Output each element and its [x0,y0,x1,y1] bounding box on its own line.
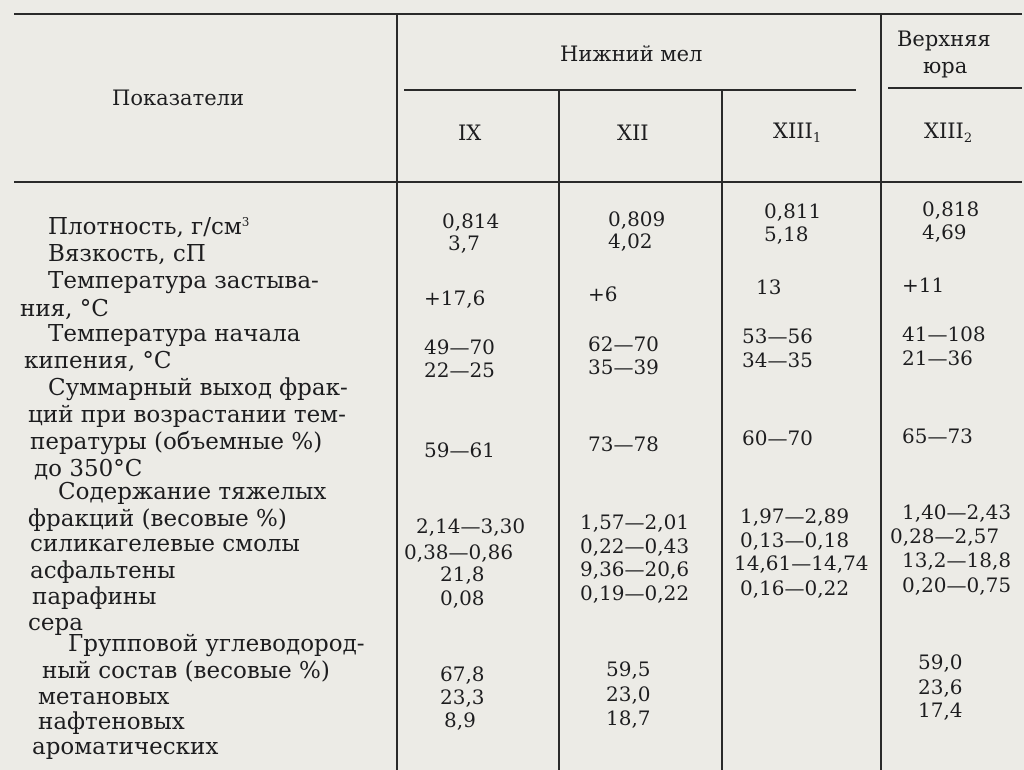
label-density: Плотность, $г/см^3$ [48,214,250,240]
ix-naphthene: 23,3 [440,685,485,709]
label-pour-point-1: Температура застыва- [48,268,319,294]
xiii2-boiling-b: 21—36 [902,346,973,370]
xii-pour-point: +6 [588,282,618,306]
label-methane: метановых [38,684,170,710]
xiii2-sulfur: 0,20—0,75 [902,573,1012,597]
label-silica-gel-resins: силикагелевые смолы [30,531,300,557]
xiii2-asphaltenes: 0,28—2,57 [890,524,1000,548]
ix-density: 0,814 [442,209,500,233]
xiii1-asphaltenes: 0,13—0,18 [740,528,850,552]
ix-pour-point: +17,6 [424,286,486,310]
label-group-composition-1: Групповой углеводород- [68,631,365,657]
ix-aromatic: 8,9 [444,708,476,732]
label-yield-3: пературы (объемные %) [30,429,323,455]
xiii1-silica-gel-resins: 1,97—2,89 [740,504,850,528]
column-header-xiii2: $XIII_2$ [924,119,973,146]
xiii2-yield: 65—73 [902,424,973,448]
xiii2-boiling-a: 41—108 [902,322,986,346]
xiii1-boiling-b: 34—35 [742,348,813,372]
ix-silica-gel-resins: 2,14—3,30 [416,514,526,538]
xiii1-pour-point: 13 [756,275,782,299]
label-paraffins: парафины [32,584,157,610]
indicators-header: Показатели [112,86,244,110]
upper-jurassic-header-line2: юра [923,54,968,78]
column-header-ix: IX [458,121,482,145]
header-bottom-rule [14,181,1022,183]
label-yield-1: Суммарный выход фрак- [48,375,348,401]
xiii2-paraffins: 13,2—18,8 [902,548,1012,572]
upper-jurassic-header-line1: Верхняя [897,27,991,51]
lower-cretaceous-underline [404,89,856,91]
ix-xii-divider [558,90,560,770]
xiii1-paraffins: 14,61—14,74 [734,551,869,575]
label-sulfur: сера [28,610,83,636]
ix-sulfur: 0,08 [440,586,485,610]
label-group-composition-2: ный состав (весовые %) [42,658,330,684]
xii-boiling-a: 62—70 [588,332,659,356]
ix-viscosity: 3,7 [448,231,480,255]
label-heavy-fractions-1: Содержание тяжелых [58,479,327,505]
label-naphthene: нафтеновых [38,709,185,735]
xii-aromatic: 18,7 [606,706,651,730]
label-aromatic: ароматических [32,734,219,760]
label-pour-point-2: ния, °С [20,296,109,322]
xii-boiling-b: 35—39 [588,355,659,379]
xiii1-density: 0,811 [764,199,822,223]
ix-asphaltenes: 0,38—0,86 [404,540,514,564]
ix-paraffins: 21,8 [440,562,485,586]
xiii2-pour-point: +11 [902,273,945,297]
label-viscosity: Вязкость, сП [48,241,206,267]
xiii2-methane: 59,0 [918,650,963,674]
label-boiling-1: Температура начала [48,321,301,347]
ix-boiling-a: 49—70 [424,335,495,359]
label-boiling-2: кипения, °С [24,348,172,374]
ix-boiling-b: 22—25 [424,358,495,382]
ix-methane: 67,8 [440,662,485,686]
xii-yield: 73—78 [588,432,659,456]
label-yield-2: ций при возрастании тем- [28,402,346,428]
top-rule [14,13,1022,15]
xiii2-density: 0,818 [922,197,980,221]
ix-yield: 59—61 [424,438,495,462]
xii-density: 0,809 [608,207,666,231]
xii-methane: 59,5 [606,657,651,681]
xiii1-sulfur: 0,16—0,22 [740,576,850,600]
xii-paraffins: 9,36—20,6 [580,557,690,581]
xiii1-boiling-a: 53—56 [742,324,813,348]
xii-sulfur: 0,19—0,22 [580,581,690,605]
lower-cretaceous-header: Нижний мел [560,42,703,66]
xiii1-viscosity: 5,18 [764,222,809,246]
xiii2-silica-gel-resins: 1,40—2,43 [902,500,1012,524]
xiii2-aromatic: 17,4 [918,698,963,722]
xiii1-xiii2-divider [880,15,882,770]
xii-viscosity: 4,02 [608,229,653,253]
upper-jurassic-underline [888,87,1022,89]
column-header-xii: XII [617,121,649,145]
xii-asphaltenes: 0,22—0,43 [580,534,690,558]
xii-xiii1-divider [721,90,723,770]
column-header-xiii1: $XIII_1$ [773,119,822,146]
xiii1-yield: 60—70 [742,426,813,450]
xii-naphthene: 23,0 [606,682,651,706]
xiii2-viscosity: 4,69 [922,220,967,244]
label-asphaltenes: асфальтены [30,558,176,584]
label-yield-4: до 350°С [34,456,143,482]
label-column-divider [396,15,398,770]
label-heavy-fractions-2: фракций (весовые %) [28,506,287,532]
xiii2-naphthene: 23,6 [918,675,963,699]
xii-silica-gel-resins: 1,57—2,01 [580,510,690,534]
